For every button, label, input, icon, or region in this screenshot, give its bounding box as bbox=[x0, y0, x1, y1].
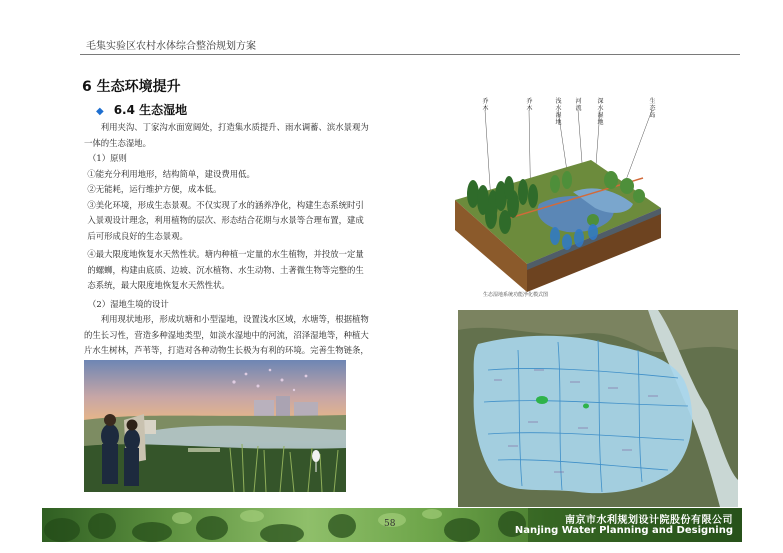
diagram-label-tree-2: 乔木 bbox=[526, 98, 533, 112]
principle-4: ④最大限度地恢复水天然性状。塘内种植一定量的水生植物，并投放一定量的螺蛳，构建由底质、边坡、沉水植物、水生动物、土著微生物等完整的生态系统，最大限度地恢复水天然性状。 bbox=[87, 249, 364, 290]
subsection-title-text: 6.4 生态湿地 bbox=[113, 103, 188, 117]
intro-paragraph: 利用夹沟、丁家沟水面宽阔处，打造集水质提升、雨水调蓄、滨水景观为一体的生态湿地。 bbox=[84, 122, 369, 148]
body-text-block-1 bbox=[84, 120, 370, 374]
company-name-chinese: 南京市水利规划设计院股份有限公司 bbox=[565, 515, 733, 526]
principle-1: ①能充分利用地形，结构简单，建设费用低。 bbox=[87, 168, 255, 179]
diagram-caption: 生态湿地系统功能净化模式图 bbox=[483, 292, 549, 298]
subsection-title bbox=[96, 101, 187, 118]
diamond-bullet-icon: ◆ bbox=[96, 106, 104, 117]
section-title: 6 生态环境提升 bbox=[82, 79, 181, 95]
wetland-rendering-graphic bbox=[84, 360, 346, 492]
document-header-title: 毛集实验区农村水体综合整治规划方案 bbox=[86, 41, 256, 52]
diagram-label-tree-1: 乔木 bbox=[482, 98, 489, 112]
principle-2: ②无能耗，运行维护方便，成本低。 bbox=[87, 184, 222, 194]
wetland-purification-diagram bbox=[443, 92, 669, 307]
diagram-label-deep-wetland: 深水湿地 bbox=[597, 98, 604, 126]
wetland-rendering-photo bbox=[84, 360, 346, 492]
diagram-label-river: 河流 bbox=[575, 98, 582, 112]
page-number: 58 bbox=[384, 519, 396, 529]
design-paragraph: 利用现状地形，形成坑塘和小型湿地，设置浅水区域，水塘等，根据植物的生长习性，营造多种湿地类型，如淡水湿地中的河流，沼泽湿地等，种植大片水生树林，芦苇等，打造对各种动物生长极为有利的环境。完善生物链条， bbox=[84, 314, 369, 355]
planning-map-graphic bbox=[458, 310, 738, 507]
design-heading: （2）湿地生境的设计 bbox=[88, 298, 169, 309]
diagram-label-shallow-wetland: 浅水湿地 bbox=[555, 98, 562, 126]
principle-3: ③美化环境，形成生态景观。不仅实现了水的涵养净化，构建生态系统时引入景观设计理念，利用植物的层次、形态结合花期与水景等合理布置，建成后可形成良好的生态景观。 bbox=[87, 199, 364, 241]
planning-site-map bbox=[458, 310, 738, 507]
company-name-english: Nanjing Water Planning and Designing bbox=[514, 525, 733, 536]
diagram-label-eco-island: 生态岛 bbox=[649, 98, 656, 119]
header-divider bbox=[80, 54, 740, 55]
principles-heading: （1）原则 bbox=[88, 153, 127, 163]
